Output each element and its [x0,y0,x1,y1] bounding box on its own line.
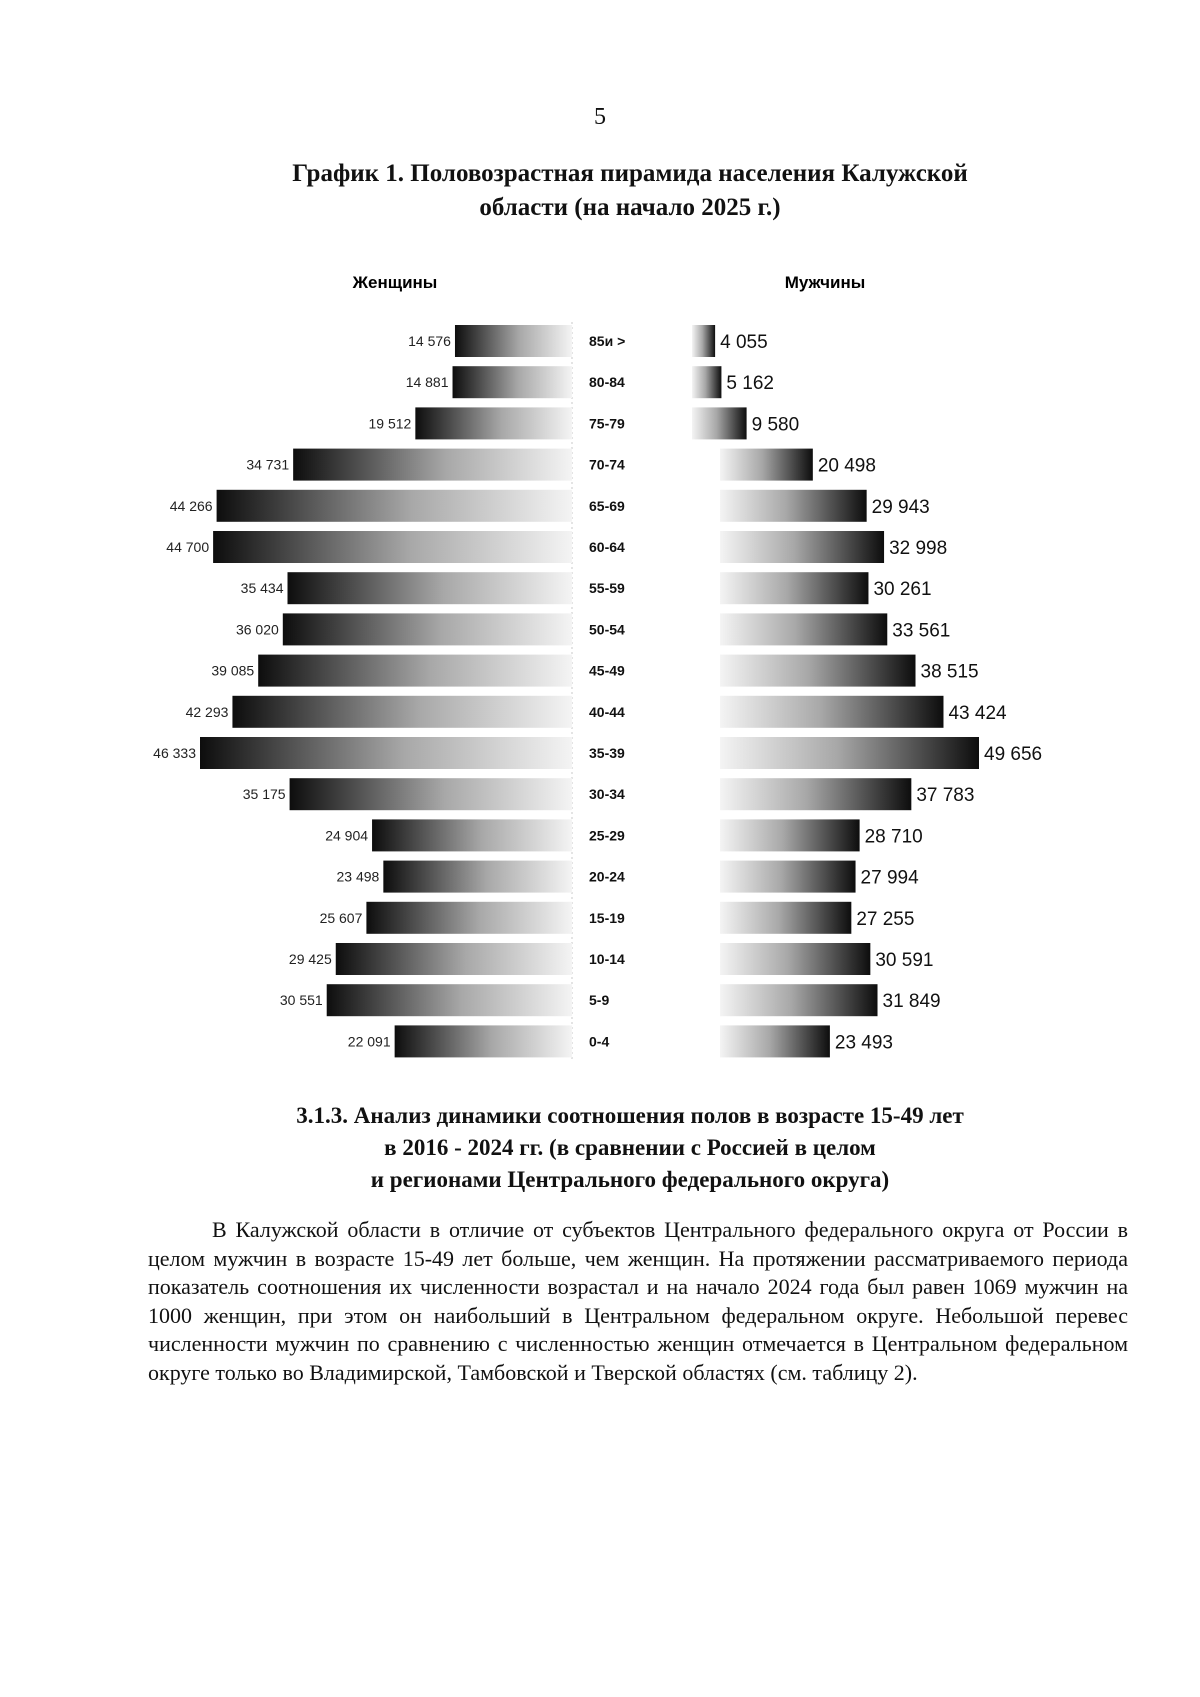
age-group-label: 70-74 [589,456,625,473]
women-bar-6 [288,572,572,604]
men-value-label: 23 493 [834,1032,894,1054]
men-bar-13 [720,861,856,893]
women-bar-11 [290,778,572,810]
women-bar-2 [415,407,572,439]
age-group-label: 35-39 [589,745,625,761]
women-value-label: 39 085 [211,662,255,679]
men-bar-4 [720,490,867,522]
men-value-label: 20 498 [817,455,876,477]
men-bar-15 [720,943,870,975]
women-value-label: 34 731 [246,456,290,473]
men-value-label: 27 994 [860,867,919,889]
men-bar-5 [720,531,884,563]
section-heading-line-2: в 2016 - 2024 гг. (в сравнении с Россией в целом [384,1135,876,1160]
men-value-label: 4 055 [720,332,768,353]
chart-title-line-2: области (на начало 2025 г.) [479,194,781,221]
age-group-label: 55-59 [589,580,625,597]
age-group-label: 0-4 [589,1033,610,1050]
chart-title-line-1: График 1. Половозрастная пирамида населения Калужской [292,160,968,187]
women-bar-0 [455,325,572,357]
age-group-label: 15-19 [589,909,625,926]
body-paragraph: В Калужской области в отличие от субъектов Центрального федерального округа от России в целом мужчин в возрасте 15-49 лет больше, чем женщин. На протяжении рассматриваемого периода показатель соотношения их численности возрастал и на начало 2024 года был равен 1069 мужчин на 1000 женщин, при этом он наибольший в Центральном федеральном округе. Небольшой перевес численности мужчин по сравнению с численностью женщин отмечается в Центральном федеральном округе только во Владимирской, Тамбовской и Тверской областях (см. таблицу 2). [148,1217,1128,1385]
pyramid-bars [153,325,1042,1057]
men-value-label: 31 849 [882,991,941,1013]
women-value-label: 35 434 [240,580,284,597]
women-bar-12 [372,819,572,851]
women-value-label: 36 020 [235,621,279,638]
men-bar-12 [720,819,860,851]
women-bar-15 [336,943,572,975]
women-value-label: 22 091 [347,1033,391,1050]
women-bar-9 [232,696,572,728]
women-value-label: 19 512 [368,415,412,432]
men-bar-14 [720,902,851,934]
women-value-label: 44 266 [169,497,213,514]
men-value-label: 29 943 [871,496,930,518]
women-bar-4 [217,490,572,522]
women-bar-13 [383,861,572,893]
men-value-label: 37 783 [916,785,975,807]
men-bar-11 [720,778,911,810]
men-bar-8 [720,655,916,687]
men-bar-6 [720,572,868,604]
section-heading-line-1: 3.1.3. Анализ динамики соотношения полов в возрасте 15-49 лет [296,1103,964,1128]
women-bar-3 [293,449,572,481]
men-bar-0 [692,325,715,357]
women-value-label: 14 881 [405,374,449,391]
men-bar-3 [720,449,813,481]
men-value-label: 49 656 [984,744,1043,765]
age-group-label: 60-64 [589,539,625,555]
men-value-label: 38 515 [920,661,979,683]
men-bar-1 [692,366,721,398]
series-label-men: Мужчины [784,273,866,292]
women-bar-7 [283,613,572,645]
men-value-label: 28 710 [864,826,923,848]
age-group-label: 40-44 [589,703,625,720]
women-value-label: 44 700 [166,539,210,555]
men-bar-10 [720,737,979,769]
men-bar-9 [720,696,943,728]
women-bar-5 [213,531,572,563]
age-group-label: 65-69 [589,497,625,514]
page-number: 5 [594,104,606,130]
women-bar-17 [395,1025,572,1057]
age-group-label: 50-54 [589,621,625,638]
men-value-label: 32 998 [889,538,948,559]
women-value-label: 29 425 [288,951,332,967]
men-bar-17 [720,1025,830,1057]
women-value-label: 46 333 [153,745,196,761]
men-value-label: 30 261 [873,579,932,601]
women-bar-1 [453,366,572,398]
age-group-label: 30-34 [589,786,625,803]
series-label-women: Женщины [352,273,438,292]
women-value-label: 23 498 [336,868,380,885]
women-bar-14 [366,902,572,934]
age-group-label: 25-29 [589,827,625,844]
women-value-label: 30 551 [279,992,323,1009]
men-bar-7 [720,613,887,645]
women-bar-8 [258,655,572,687]
age-group-label: 10-14 [589,951,625,967]
men-value-label: 5 162 [726,373,774,395]
section-heading-line-3: и регионами Центрального федерального округа) [370,1167,890,1192]
age-group-label: 5-9 [589,992,610,1009]
men-bar-2 [692,407,747,439]
women-value-label: 14 576 [408,333,451,349]
men-value-label: 33 561 [892,620,951,642]
age-group-label: 45-49 [589,662,625,679]
women-bar-10 [200,737,572,769]
women-value-label: 42 293 [185,703,229,720]
age-group-label: 85и > [589,333,626,349]
men-value-label: 27 255 [856,908,915,930]
women-value-label: 24 904 [325,827,369,844]
age-group-label: 80-84 [589,374,625,391]
women-value-label: 25 607 [319,909,363,926]
men-value-label: 43 424 [948,702,1007,724]
age-group-label: 75-79 [589,415,625,432]
men-value-label: 30 591 [875,950,934,971]
men-value-label: 9 580 [751,414,800,436]
age-group-label: 20-24 [589,868,625,885]
women-value-label: 35 175 [242,786,286,803]
men-bar-16 [720,984,878,1016]
women-bar-16 [327,984,572,1016]
section-heading [150,1100,1110,1196]
